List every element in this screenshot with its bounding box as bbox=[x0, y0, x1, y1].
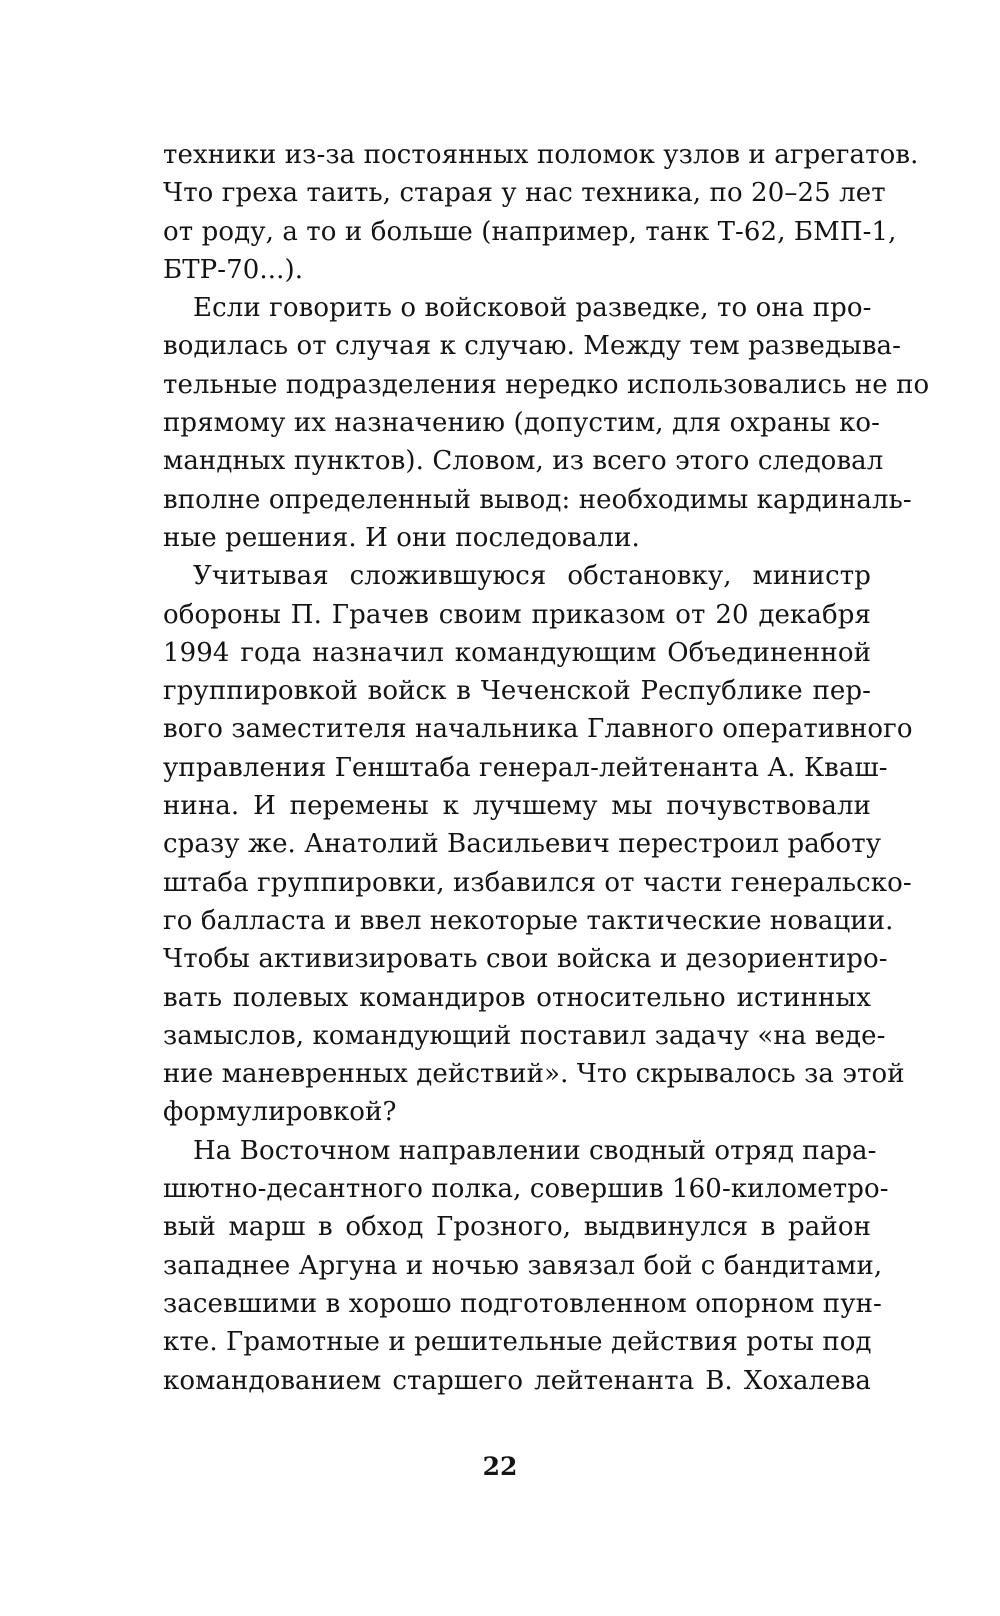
text-line: прямому их назначению (допустим, для охраны ко- bbox=[163, 408, 881, 439]
text-line: штаба группировки, избавился от части генеральско- bbox=[163, 867, 912, 898]
text-line: формулировкой? bbox=[163, 1097, 397, 1128]
text-line: 1994 года назначил командующим Объединенной bbox=[163, 637, 871, 668]
text-line: мандных пунктов). Словом, из всего этого следовал bbox=[163, 446, 884, 477]
text-line: сразу же. Анатолий Васильевич перестроил работу bbox=[163, 829, 882, 860]
text-line: шютно-десантного полка, совершив 160-километро- bbox=[163, 1174, 889, 1205]
text-line: Если говорить о войсковой разведке, то она про- bbox=[193, 293, 872, 324]
text-line: кте. Грамотные и решительные действия роты под bbox=[163, 1327, 872, 1358]
text-line: На Восточном направлении сводный отряд пара- bbox=[193, 1135, 877, 1166]
text-line: вого заместителя начальника Главного оперативного bbox=[163, 714, 913, 745]
text-block bbox=[163, 136, 930, 1400]
text-line: Чтобы активизировать свои войска и дезориентиро- bbox=[163, 944, 888, 975]
book-page-body bbox=[163, 136, 930, 1400]
text-line: обороны П. Грачев своим приказом от 20 декабря bbox=[163, 599, 871, 630]
text-line: замыслов, командующий поставил задачу «на веде- bbox=[163, 1020, 886, 1051]
text-line: управления Генштаба генерал-лейтенанта А. Кваш- bbox=[163, 752, 888, 783]
text-line: ние маневренных действий». Что скрывалось за этой bbox=[163, 1059, 905, 1090]
text-line: ные решения. И они последовали. bbox=[163, 522, 640, 553]
text-line: группировкой войск в Чеченской Республике пер- bbox=[163, 676, 871, 707]
text-line: техники из-за постоянных поломок узлов и агрегатов. bbox=[163, 140, 919, 170]
text-line: Учитывая сложившуюся обстановку, министр bbox=[193, 561, 871, 592]
text-line: вый марш в обход Грозного, выдвинулся в район bbox=[163, 1212, 871, 1243]
text-line: го балласта и ввел некоторые тактические новации. bbox=[163, 905, 894, 936]
text-line: от роду, а то и больше (например, танк Т-62, БМП-1, bbox=[163, 216, 897, 247]
page-number: 22 bbox=[482, 1452, 518, 1481]
text-line: засевшими в хорошо подготовленном опорном пун- bbox=[163, 1288, 882, 1319]
text-line: вполне определенный вывод: необходимы кардиналь- bbox=[163, 484, 912, 515]
text-line: Что греха таить, старая у нас техника, по 20–25 лет bbox=[163, 178, 886, 209]
text-line: вать полевых командиров относительно истинных bbox=[163, 982, 871, 1013]
text-line: западнее Аргуна и ночью завязал бой с бандитами, bbox=[163, 1250, 883, 1281]
text-line: нина. И перемены к лучшему мы почувствовали bbox=[163, 791, 871, 822]
text-line: водилась от случая к случаю. Между тем разведыва- bbox=[163, 331, 902, 362]
text-line: командованием старшего лейтенанта В. Хохалева bbox=[163, 1365, 871, 1396]
text-line: тельные подразделения нередко использовались не по bbox=[163, 369, 930, 400]
text-line: БТР-70...). bbox=[163, 254, 304, 285]
